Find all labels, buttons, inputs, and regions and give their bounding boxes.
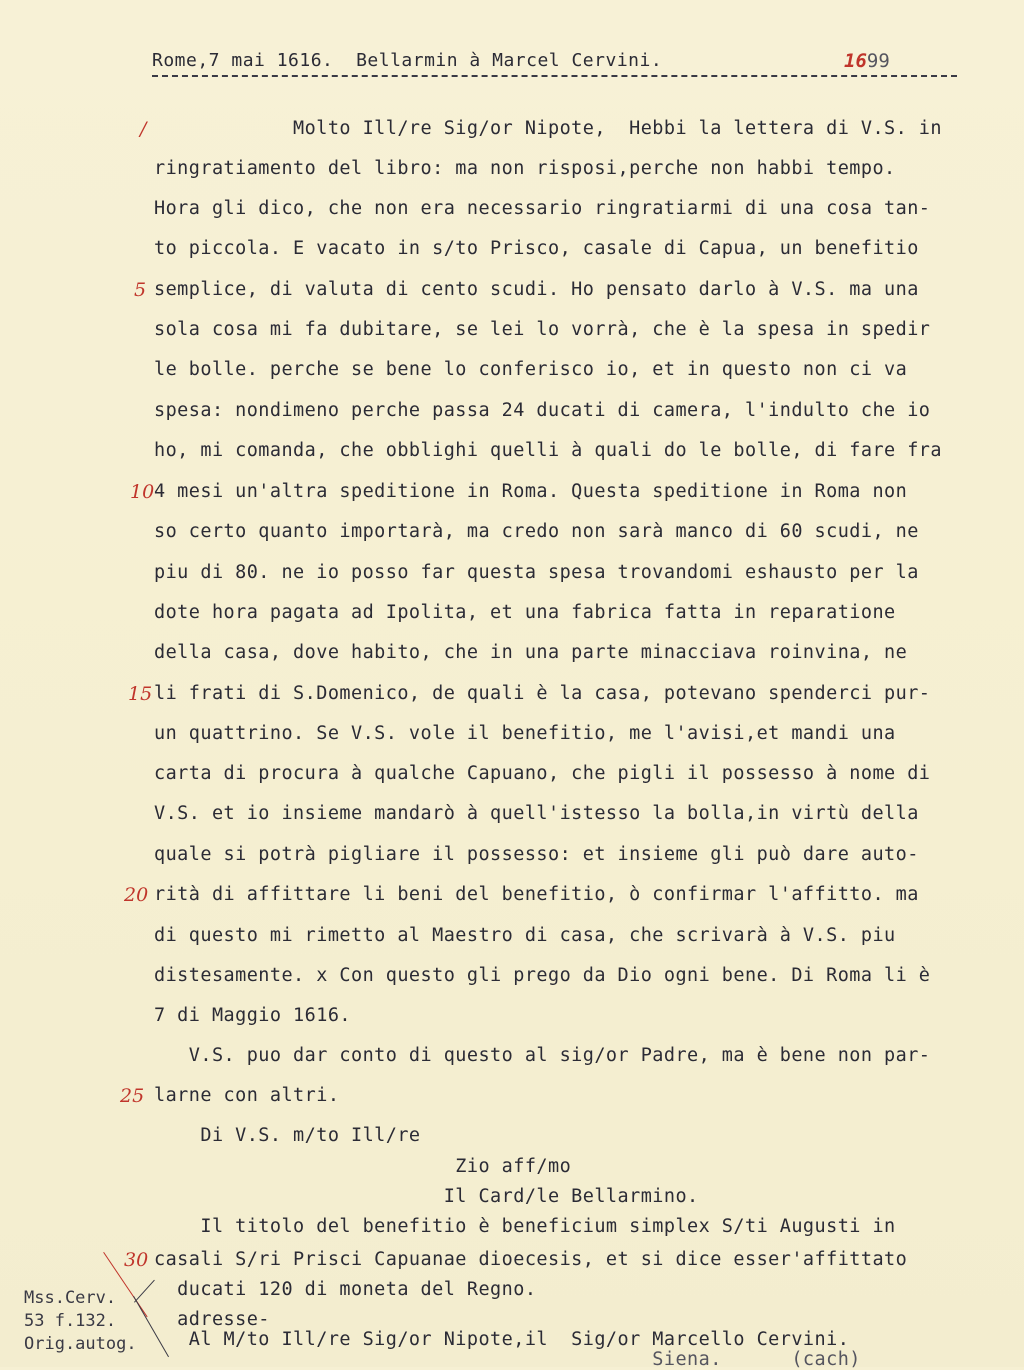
letter-line: larne con altri. bbox=[154, 1085, 340, 1106]
letter-line: rità di affittare li beni del benefitio, ò confirmar l'affitto. ma bbox=[154, 884, 919, 905]
letter-line: le bolle. perche se bene lo conferisco io, et in questo non ci va bbox=[154, 359, 908, 380]
header-title: Rome,7 mai 1616. Bellarmin à Marcel Cervini. bbox=[152, 50, 663, 71]
line-mark: 5 bbox=[134, 279, 147, 301]
folio-number bbox=[844, 50, 890, 72]
letter-line: 4 mesi un'altra speditione in Roma. Questa speditione in Roma non bbox=[154, 481, 908, 502]
letter-line: semplice, di valuta di cento scudi. Ho pensato darlo à V.S. ma una bbox=[154, 279, 919, 300]
letter-line: dote hora pagata ad Ipolita, et una fabrica fatta in reparatione bbox=[154, 602, 896, 623]
letter-line: Il Card/le Bellarmino. bbox=[154, 1186, 699, 1207]
letter-line: spesa: nondimeno perche passa 24 ducati di camera, l'indulto che io bbox=[154, 400, 931, 421]
letter-line: ducati 120 di moneta del Regno. bbox=[154, 1279, 537, 1300]
margin-note-line: Orig.autog. bbox=[24, 1334, 137, 1354]
letter-line: V.S. puo dar conto di questo al sig/or Padre, ma è bene non par- bbox=[154, 1045, 931, 1066]
letter-line: ho, mi comanda, che obblighi quelli à quali do le bolle, di fare fra bbox=[154, 440, 942, 461]
header-rule bbox=[152, 75, 957, 77]
letter-line: Il titolo del benefitio è beneficium simplex S/ti Augusti in bbox=[154, 1216, 896, 1237]
letter-line: Al M/to Ill/re Sig/or Nipote,il Sig/or Marcello Cervini. bbox=[154, 1329, 850, 1350]
letter-line: V.S. et io insieme mandarò à quell'istesso la bolla,in virtù della bbox=[154, 803, 919, 824]
letter-line: sola cosa mi fa dubitare, se lei lo vorrà, che è la spesa in spedir bbox=[154, 319, 931, 340]
letter-line: Di V.S. m/to Ill/re bbox=[154, 1125, 421, 1146]
folio-prefix: 16 bbox=[844, 50, 867, 72]
letter-line: ringratiamento del libro: ma non risposi,perche non habbi tempo. bbox=[154, 158, 896, 179]
letter-line: Molto Ill/re Sig/or Nipote, Hebbi la lettera di V.S. in bbox=[154, 118, 942, 139]
letter-line: di questo mi rimetto al Maestro di casa, che scrivarà à V.S. piu bbox=[154, 925, 896, 946]
letter-line: Hora gli dico, che non era necessario ringratiarmi di una cosa tan- bbox=[154, 198, 931, 219]
letter-line: un quattrino. Se V.S. vole il benefitio, me l'avisi,et mandi una bbox=[154, 723, 896, 744]
letter-line: Zio aff/mo bbox=[154, 1156, 572, 1177]
folio-suffix: 99 bbox=[866, 50, 890, 72]
letter-line: adresse- bbox=[154, 1309, 270, 1330]
letter-line: carta di procura à qualche Capuano, che pigli il possesso à nome di bbox=[154, 763, 931, 784]
letter-line: so certo quanto importarà, ma credo non sarà manco di 60 scudi, ne bbox=[154, 521, 919, 542]
line-mark: 15 bbox=[128, 683, 153, 705]
margin-note-line: Mss.Cerv. bbox=[24, 1288, 117, 1308]
letter-line: to piccola. E vacato in s/to Prisco, casale di Capua, un benefitio bbox=[154, 238, 919, 259]
line-mark: 25 bbox=[120, 1085, 145, 1107]
letter-line: li frati di S.Domenico, de quali è la casa, potevano spenderci pur- bbox=[154, 683, 931, 704]
letter-line: Siena. (cach) bbox=[154, 1349, 861, 1370]
line-mark: 30 bbox=[124, 1249, 149, 1271]
line-mark: / bbox=[140, 118, 147, 140]
margin-note-line: 53 f.132. bbox=[24, 1311, 117, 1331]
line-mark: 10 bbox=[130, 481, 155, 503]
letter-line: piu di 80. ne io posso far questa spesa trovandomi eshausto per la bbox=[154, 562, 919, 583]
letter-line: 7 di Maggio 1616. bbox=[154, 1005, 351, 1026]
letter-line: quale si potrà pigliare il possesso: et insieme gli può dare auto- bbox=[154, 844, 919, 865]
line-mark: 20 bbox=[124, 884, 149, 906]
letter-line: distesamente. x Con questo gli prego da Dio ogni bene. Di Roma li è bbox=[154, 965, 931, 986]
letter-line: casali S/ri Prisci Capuanae dioecesis, et si dice esser'affittato bbox=[154, 1249, 908, 1270]
letter-line: della casa, dove habito, che in una parte minacciava roinvina, ne bbox=[154, 642, 908, 663]
ink-stroke bbox=[134, 1280, 155, 1303]
